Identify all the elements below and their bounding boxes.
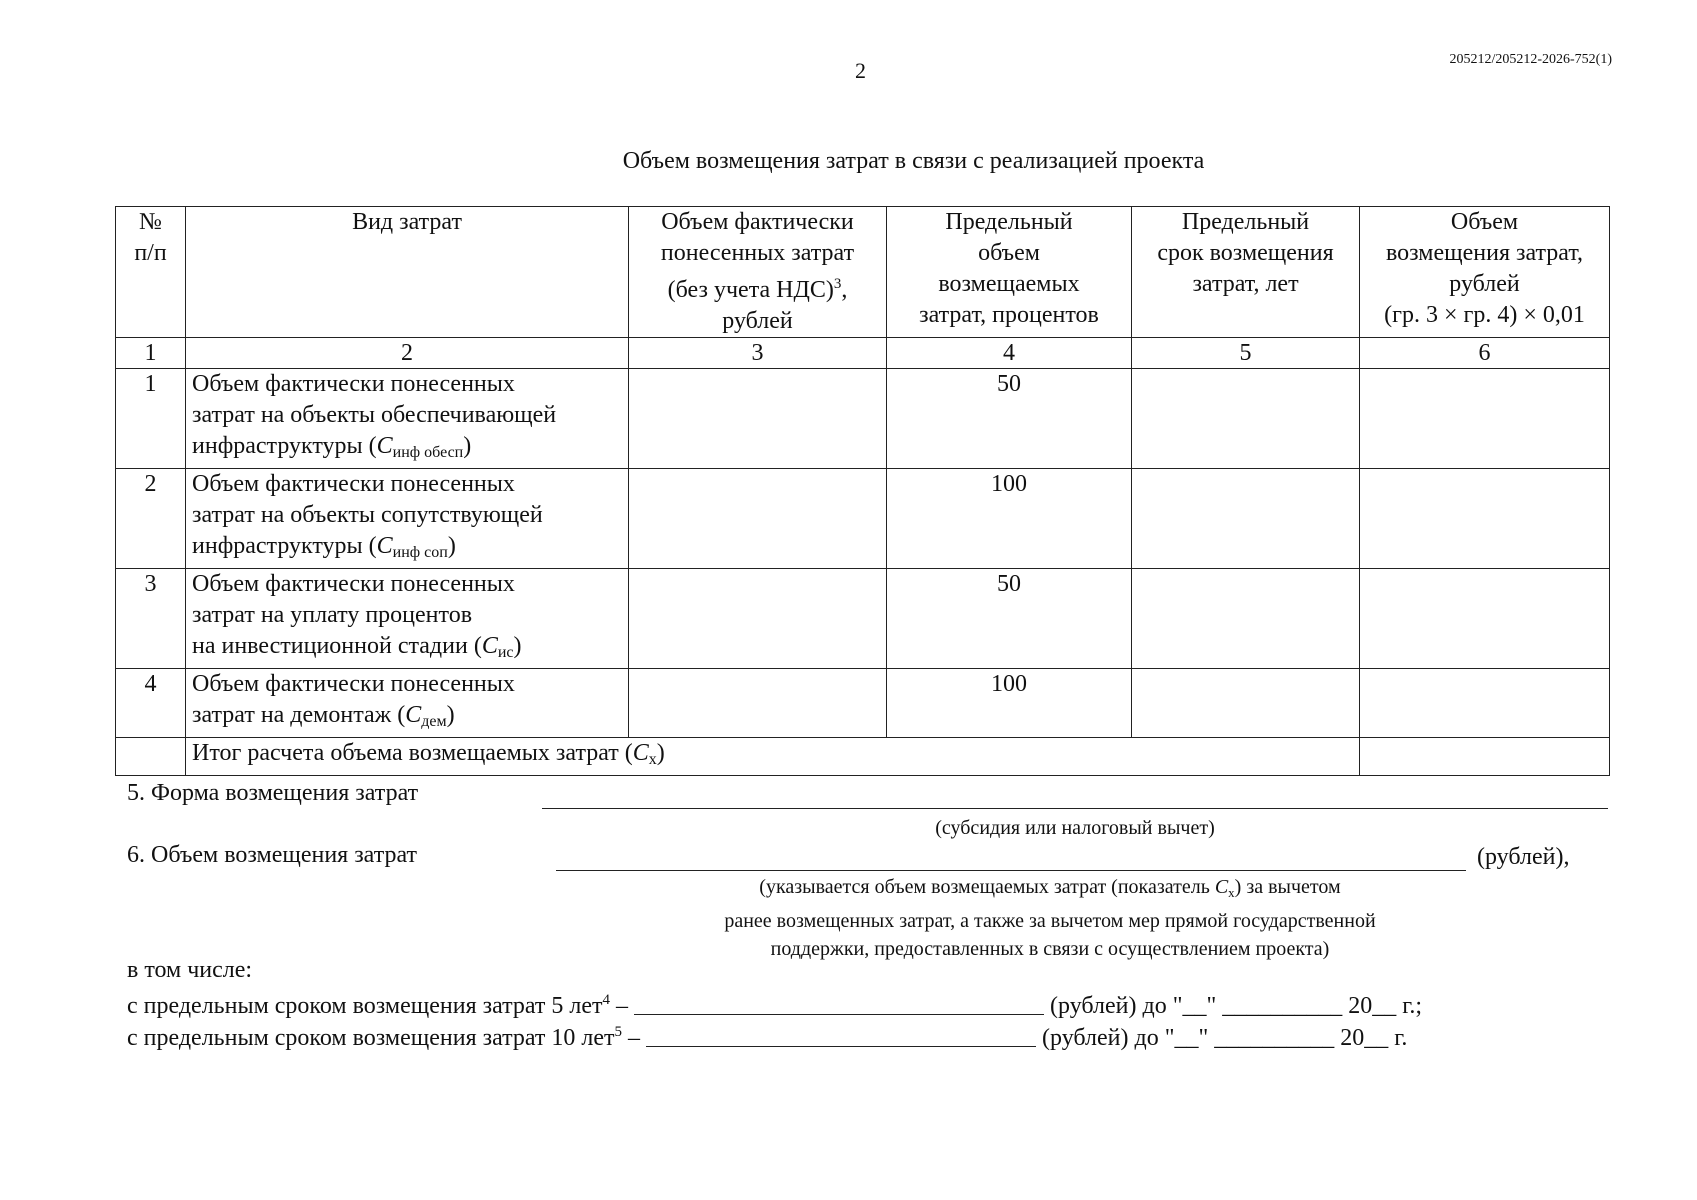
- row-cost-type: [186, 569, 629, 669]
- col-number: 6: [1360, 338, 1610, 369]
- row-cost-type: [186, 469, 629, 569]
- col-number: 2: [186, 338, 629, 369]
- row-text-line: [192, 631, 622, 668]
- formula-subscript: x: [1228, 885, 1235, 900]
- header-limit-percent: [887, 207, 1132, 338]
- footnote-5: 5: [614, 1024, 623, 1040]
- row-text-part: инфраструктуры (: [192, 433, 377, 459]
- header-actual-line2: понесенных затрат: [660, 240, 855, 266]
- limit-5-tail: (рублей) до "__" __________ 20__ г.;: [1050, 993, 1423, 1019]
- formula-subscript: дем: [421, 713, 447, 730]
- header-actual-line3: [635, 269, 880, 306]
- total-label: [186, 738, 1360, 776]
- limit-10-line: [127, 1022, 1407, 1052]
- table-row: [116, 669, 1610, 738]
- section6-note-part2: ) за вычетом: [1234, 876, 1341, 898]
- header-reimb-line1: Объем: [1450, 209, 1519, 235]
- row-number: 4: [116, 669, 186, 738]
- row-text-line: [192, 431, 622, 468]
- limit-5-text: с предельным сроком возмещения затрат 5 лет: [127, 993, 603, 1019]
- header-actual-line4: рублей: [722, 308, 793, 334]
- formula-subscript: ис: [497, 644, 514, 661]
- row-cost-type: [186, 669, 629, 738]
- header-actual-vat: (без учета НДС): [667, 277, 834, 303]
- limit-percent-cell: 50: [887, 369, 1132, 469]
- actual-costs-cell: [629, 669, 887, 738]
- header-limit-term: [1132, 207, 1360, 338]
- reimbursement-cell: [1360, 569, 1610, 669]
- header-actual-line1: Объем фактически: [661, 209, 854, 235]
- section6-label: 6. Объем возмещения затрат: [127, 842, 418, 868]
- row-number: 1: [116, 369, 186, 469]
- header-actual-costs: [629, 207, 887, 338]
- row-text-close: ): [447, 533, 456, 559]
- header-term-line2: срок возмещения: [1157, 240, 1334, 266]
- including-label: в том числе:: [127, 957, 253, 983]
- row-text-line: затрат на объекты сопутствующей: [192, 502, 543, 528]
- limit-percent-cell: 100: [887, 469, 1132, 569]
- page-title: Объем возмещения затрат в связи с реализацией проекта: [622, 148, 1205, 174]
- header-reimbursement: [1360, 207, 1610, 338]
- section5-label: 5. Форма возмещения затрат: [127, 780, 419, 806]
- section6-note-line2: ранее возмещенных затрат, а также за вычетом мер прямой государственной: [724, 910, 1376, 932]
- reimbursement-cell: [1360, 369, 1610, 469]
- formula-subscript: инф обесп: [392, 444, 464, 461]
- col-number: 4: [887, 338, 1132, 369]
- row-text-line: Объем фактически понесенных: [192, 671, 515, 697]
- row-text-line: затрат на уплату процентов: [192, 602, 473, 628]
- header-limit-line3: возмещаемых: [938, 271, 1080, 297]
- col-number: 3: [629, 338, 887, 369]
- row-text-close: ): [513, 633, 522, 659]
- row-text-line: Объем фактически понесенных: [192, 471, 515, 497]
- section6-note: [600, 873, 1500, 963]
- footnote-3: 3: [833, 276, 842, 292]
- row-text-line: затрат на объекты обеспечивающей: [192, 402, 557, 428]
- table-row: [116, 469, 1610, 569]
- limit-10-text: с предельным сроком возмещения затрат 10 лет: [127, 1025, 615, 1051]
- formula-symbol: C: [1214, 876, 1229, 898]
- row-text-part: инфраструктуры (: [192, 533, 377, 559]
- costs-table: [115, 206, 1610, 776]
- header-limit-line1: Предельный: [945, 209, 1073, 235]
- total-number-cell: [116, 738, 186, 776]
- footnote-4: 4: [602, 992, 611, 1008]
- limit-10-amount-field: [646, 1022, 1036, 1047]
- actual-costs-cell: [629, 469, 887, 569]
- formula-symbol: C: [632, 740, 649, 766]
- page-number: 2: [855, 58, 866, 83]
- row-text-close: ): [446, 702, 455, 728]
- header-limit-line2: объем: [978, 240, 1040, 266]
- limit-5-amount-field: [634, 990, 1044, 1015]
- limit-term-cell: [1132, 669, 1360, 738]
- total-label-text: Итог расчета объема возмещаемых затрат (: [192, 740, 633, 766]
- header-reimb-line3: рублей: [1449, 271, 1520, 297]
- header-reimb-line2: возмещения затрат,: [1385, 240, 1583, 266]
- row-text-line: [192, 531, 622, 568]
- header-limit-line4: затрат, процентов: [919, 302, 1099, 328]
- limit-term-cell: [1132, 469, 1360, 569]
- row-number: 3: [116, 569, 186, 669]
- header-actual-comma: ,: [841, 277, 848, 303]
- header-number-line2: п/п: [134, 240, 167, 266]
- actual-costs-cell: [629, 569, 887, 669]
- limit-10-dash: –: [622, 1025, 647, 1051]
- row-number: 2: [116, 469, 186, 569]
- section5-note: (субсидия или налоговый вычет): [935, 817, 1215, 839]
- header-reimb-line4: (гр. 3 × гр. 4) × 0,01: [1384, 302, 1585, 328]
- formula-symbol: C: [376, 533, 393, 559]
- reimbursement-cell: [1360, 469, 1610, 569]
- col-number: 5: [1132, 338, 1360, 369]
- limit-10-tail: (рублей) до "__" __________ 20__ г.: [1042, 1025, 1408, 1051]
- formula-symbol: C: [405, 702, 422, 728]
- limit-percent-cell: 100: [887, 669, 1132, 738]
- total-value-cell: [1360, 738, 1610, 776]
- header-number-line1: №: [139, 209, 162, 235]
- header-term-line1: Предельный: [1181, 209, 1310, 235]
- column-numbers-row: [116, 338, 1610, 369]
- row-text-part: на инвестиционной стадии (: [192, 633, 482, 659]
- document-id: 205212/205212-2026-752(1): [1449, 52, 1612, 67]
- row-text-close: ): [463, 433, 472, 459]
- section6-fill-line: [556, 870, 1466, 871]
- actual-costs-cell: [629, 369, 887, 469]
- header-term-line3: затрат, лет: [1192, 271, 1299, 297]
- limit-term-cell: [1132, 569, 1360, 669]
- formula-subscript: x: [648, 751, 657, 768]
- table-row: [116, 369, 1610, 469]
- header-cost-type: Вид затрат: [186, 207, 629, 338]
- table-header-row: [116, 207, 1610, 338]
- limit-term-cell: [1132, 369, 1360, 469]
- section6-note-line1: [600, 873, 1500, 907]
- section5-fill-line: [542, 808, 1608, 809]
- total-row: [116, 738, 1610, 776]
- total-label-close: ): [656, 740, 665, 766]
- header-number: [116, 207, 186, 338]
- limit-5-dash: –: [610, 993, 635, 1019]
- formula-symbol: C: [376, 433, 393, 459]
- table-row: [116, 569, 1610, 669]
- formula-subscript: инф соп: [392, 544, 448, 561]
- row-text-line: Объем фактически понесенных: [192, 571, 515, 597]
- row-text-part: затрат на демонтаж (: [192, 702, 406, 728]
- row-text-line: [192, 700, 622, 737]
- row-cost-type: [186, 369, 629, 469]
- section6-note-line3: поддержки, предоставленных в связи с осуществлением проекта): [770, 938, 1330, 960]
- formula-symbol: C: [481, 633, 498, 659]
- limit-percent-cell: 50: [887, 569, 1132, 669]
- section6-suffix: (рублей),: [1477, 844, 1570, 870]
- section6-note-part1: (указывается объем возмещаемых затрат (показатель: [759, 876, 1215, 898]
- limit-5-line: [127, 990, 1422, 1020]
- col-number: 1: [116, 338, 186, 369]
- reimbursement-cell: [1360, 669, 1610, 738]
- row-text-line: Объем фактически понесенных: [192, 371, 515, 397]
